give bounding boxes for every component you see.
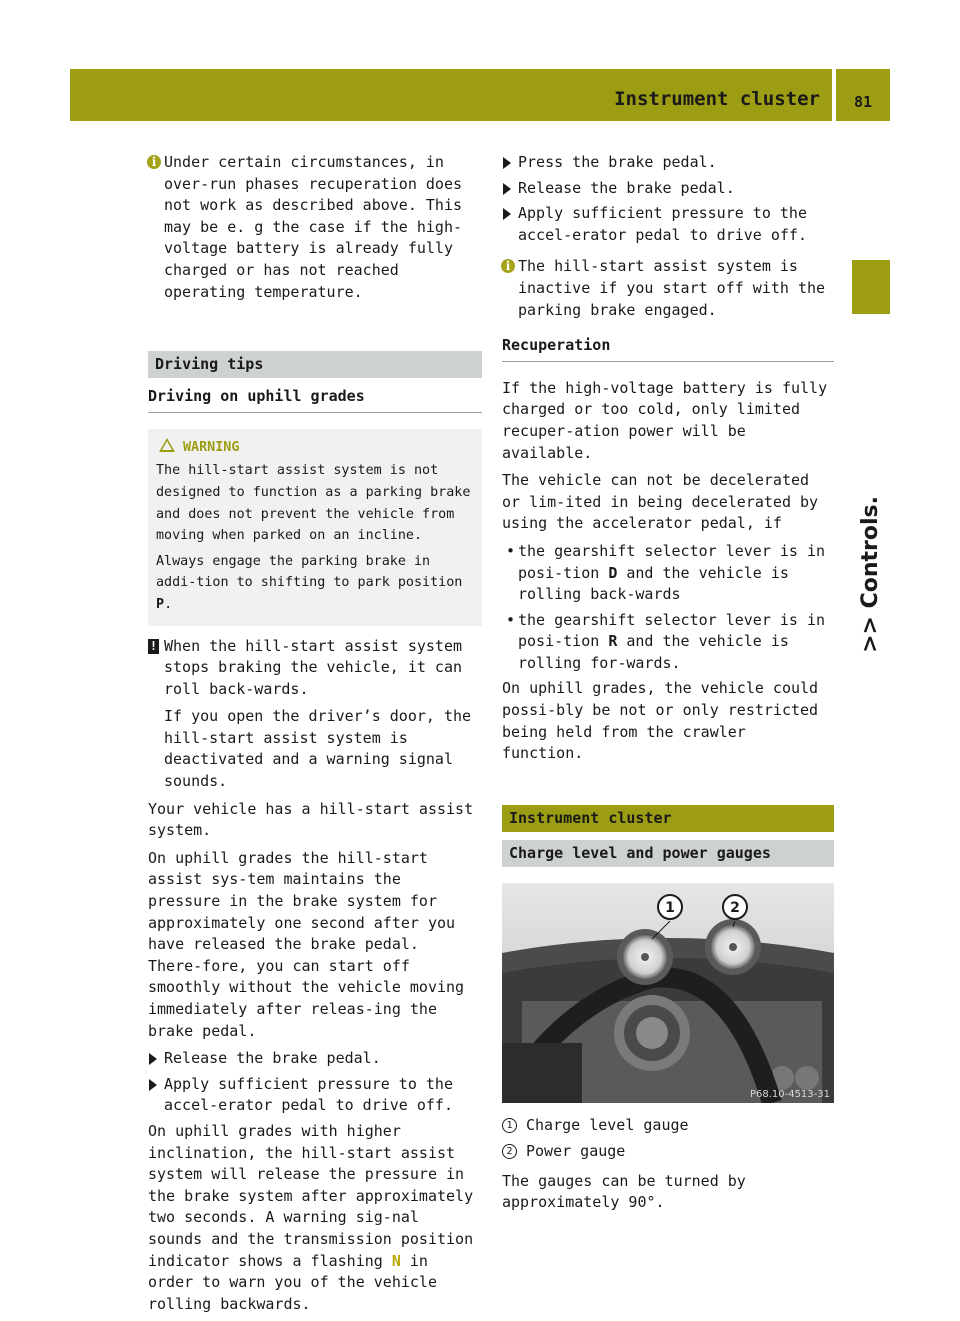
section-heading-driving-tips: Driving tips [148, 351, 482, 378]
info-icon: i [501, 259, 515, 273]
side-tab-label[interactable]: >> Controls. [858, 496, 884, 653]
legend-number-icon: 1 [502, 1118, 517, 1133]
legend-item-power: 2 Power gauge [502, 1141, 834, 1163]
legend-number-icon: 2 [502, 1144, 517, 1159]
warning-triangle-icon [159, 438, 175, 452]
warning-heading: WARNING [156, 437, 474, 459]
notice-text-2: If you open the driver’s door, the hill-start assist system is deactivated and a warning signal sounds. [164, 707, 472, 791]
bullet-item: • the gearshift selector lever is in posi-tion R and the vehicle is rolling for-wards. [502, 610, 834, 675]
subheading-uphill: Driving on uphill grades [148, 386, 482, 413]
warning-text-1: The hill-start assist system is not designed to function as a parking brake and does not prevent the vehicle from moving when parked on an incline. [156, 463, 471, 544]
warning-text-2: Always engage the parking brake in addi-tion to shifting to park position P. [156, 553, 463, 612]
callout-2: 2 [730, 899, 740, 916]
step-item: Release the brake pedal. [148, 1048, 482, 1070]
flashing-n-icon: N [391, 1251, 401, 1270]
paragraph: The vehicle can not be decelerated or lim-ited in being decelerated by using the accelerator pedal, if [502, 471, 819, 533]
notice-text-1: When the hill-start assist system stops braking the vehicle, it can roll back-wards. [164, 636, 463, 698]
info-icon: i [147, 155, 161, 169]
paragraph: The gauges can be turned by approximately 90°. [502, 1171, 746, 1212]
paragraph: On uphill grades the hill-start assist sys-tem maintains the pressure in the brake system for approximately one second after you have released the brake pedal. There-fore, you can start off smoothly without the vehicle moving immediately after releas-ing the brake pedal. [148, 848, 465, 1040]
notice-block [148, 636, 482, 793]
subheading-recuperation: Recuperation [502, 335, 834, 362]
subsection-heading-gauges: Charge level and power gauges [502, 840, 834, 867]
step-item: Apply sufficient pressure to the accel-erator pedal to drive off. [148, 1074, 482, 1117]
side-tab-marker [852, 260, 890, 314]
page-title: Instrument cluster [614, 88, 820, 110]
callout-1: 1 [665, 899, 675, 916]
paragraph: On uphill grades with higher inclination, the hill-start assist system will release the pressure in the brake system after approximately two seconds. A warning sig-nal sounds and the transmission position indicator shows a flashing N in order to warn you of the vehicle rolling backwards. [148, 1121, 474, 1313]
info-note: i The hill-start assist system is inactive if you start off with the parking brake engaged. [502, 256, 834, 321]
step-item: Release the brake pedal. [502, 178, 834, 200]
info-note: i Under certain circumstances, in over-run phases recuperation does not work as described above. This may be e. g the case if the high-voltage battery is already fully charged or has not reached operating temperature. [148, 152, 482, 303]
dashboard-photo [502, 883, 834, 1103]
legend-item-charge-level: 1 Charge level gauge [502, 1115, 834, 1137]
photo-code: P68.10-4513-31 [749, 1088, 830, 1100]
exclamation-icon: ! [149, 638, 158, 653]
step-item: Press the brake pedal. [502, 152, 834, 174]
page-number: 81 [853, 93, 873, 111]
paragraph: If the high-voltage battery is fully charged or too cold, only limited recuper-ation power will be available. [502, 378, 828, 462]
step-item: Apply sufficient pressure to the accel-erator pedal to drive off. [502, 203, 834, 246]
right-column [502, 152, 834, 1220]
warning-box [148, 429, 482, 626]
left-column [148, 152, 482, 1321]
paragraph: Your vehicle has a hill-start assist system. [148, 799, 474, 840]
section-heading-instrument-cluster: Instrument cluster [502, 805, 834, 832]
bullet-item: • the gearshift selector lever is in posi-tion D and the vehicle is rolling back-wards [502, 541, 834, 606]
paragraph: On uphill grades, the vehicle could possi-bly be not or only restricted being held from the crawler function. [502, 679, 819, 763]
